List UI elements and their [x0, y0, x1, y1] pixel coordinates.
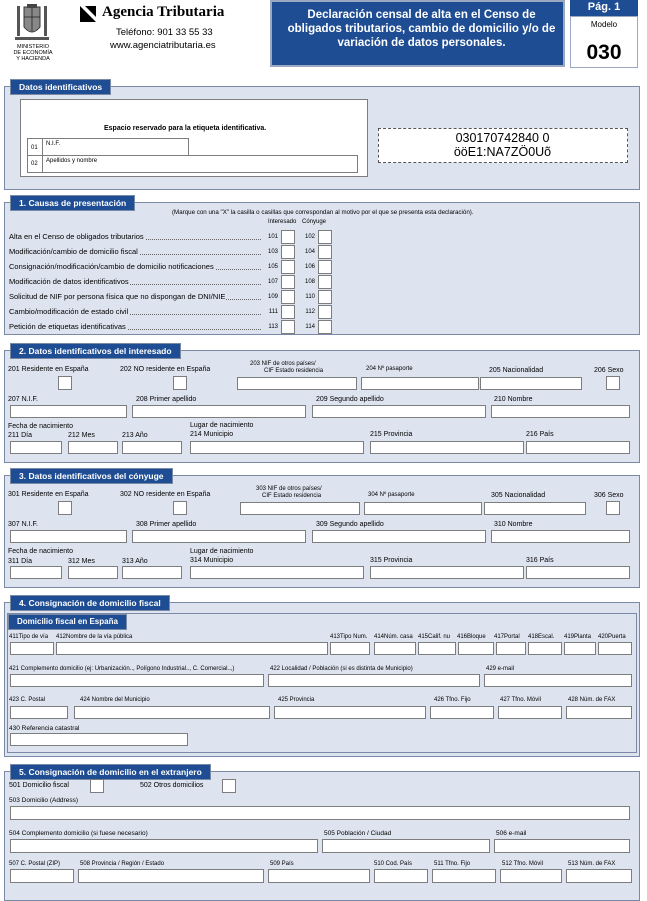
f310-label: 310 Nombre	[494, 521, 533, 528]
f418-input[interactable]	[528, 642, 562, 655]
cause-code-conyuge: 114	[305, 324, 315, 330]
f209-label: 209 Segundo apellido	[316, 396, 384, 403]
f313-label: 313 Año	[122, 558, 148, 565]
f204-label: 204 Nº pasaporte	[366, 366, 413, 372]
f308-label: 308 Primer apellido	[136, 521, 197, 528]
f427-label: 427 Tfno. Móvil	[500, 697, 541, 703]
f310-input[interactable]	[491, 530, 630, 543]
page-number: Pág. 1	[587, 1, 621, 13]
section-title-datos-identificativos: Datos identificativos	[10, 79, 111, 95]
divider	[42, 138, 43, 156]
f302-checkbox[interactable]	[173, 501, 187, 515]
cause-label: Alta en el Censo de obligados tributarios	[9, 232, 144, 241]
f420-label: 420Puerta	[598, 634, 626, 640]
col-interesado: Interesado	[268, 219, 297, 225]
f205-label: 205 Nacionalidad	[489, 367, 544, 374]
f423-input[interactable]	[10, 706, 68, 719]
f510-label: 510 Cod. País	[374, 861, 413, 867]
f511-label: 511 Tfno. Fijo	[434, 861, 471, 867]
cause-code-interesado: 107	[267, 279, 278, 285]
f421-input[interactable]	[10, 674, 264, 687]
f506-label: 506 e-mail	[496, 830, 527, 837]
f502-label: 502 Otros domicilios	[140, 782, 204, 789]
f412-label: 412Nombre de la vía pública	[56, 634, 133, 640]
coat-of-arms-icon	[14, 3, 50, 43]
f309-label: 309 Segundo apellido	[316, 521, 384, 528]
f512-input[interactable]	[500, 869, 562, 883]
section-title-conyuge: 3. Datos identificativos del cónyuge	[10, 468, 173, 484]
barcode-box	[378, 128, 628, 163]
f206-label: 206 Sexo	[594, 367, 624, 374]
f425-label: 425 Provincia	[278, 697, 315, 703]
f413-input[interactable]	[330, 642, 370, 655]
f313-input[interactable]	[122, 566, 182, 579]
cause-checkbox-interesado[interactable]	[281, 230, 295, 244]
f511-input[interactable]	[432, 869, 496, 883]
f203-input[interactable]	[237, 377, 357, 390]
f202-label: 202 NO residente en España	[120, 366, 211, 373]
f209-input[interactable]	[312, 405, 486, 418]
f312-label: 312 Mes	[68, 558, 95, 565]
f210-input[interactable]	[491, 405, 630, 418]
cause-code-interesado: 113	[268, 324, 278, 330]
cause-checkbox-conyuge[interactable]	[318, 245, 332, 259]
f501-checkbox[interactable]	[90, 779, 104, 793]
f414-label: 414Núm. casa	[374, 634, 413, 640]
f412-input[interactable]	[56, 642, 328, 655]
modelo-box	[570, 16, 638, 68]
fecha-nacimiento-label: Fecha de nacimiento	[8, 548, 73, 555]
f512-label: 512 Tfno. Móvil	[502, 861, 543, 867]
agency-logo-icon	[78, 4, 98, 24]
f309-input[interactable]	[312, 530, 486, 543]
f212-input[interactable]	[68, 441, 118, 454]
f207-input[interactable]	[10, 405, 127, 418]
cause-label: Modificación de datos identificativos	[9, 277, 129, 286]
modelo-number: 030	[586, 41, 622, 64]
agency-phone: Teléfono: 901 33 55 33	[116, 27, 213, 38]
cause-code-conyuge: 106	[304, 264, 315, 270]
cause-label: Modificación/cambio de domicilio fiscal	[9, 247, 138, 256]
f419-input[interactable]	[564, 642, 596, 655]
f422-input[interactable]	[268, 674, 480, 687]
f414-input[interactable]	[374, 642, 416, 655]
f213-label: 213 Año	[122, 432, 148, 439]
f426-input[interactable]	[430, 706, 494, 719]
f314-label: 314 Municipio	[190, 557, 234, 564]
divider	[42, 155, 43, 173]
f505-label: 505 Población / Ciudad	[324, 830, 392, 837]
section-title-causas: 1. Causas de presentación	[10, 195, 135, 211]
f207-label: 207 N.I.F.	[8, 396, 38, 403]
f305-input[interactable]	[484, 502, 586, 515]
f506-input[interactable]	[494, 839, 630, 853]
nif-caption: N.I.F.	[46, 141, 61, 147]
cause-checkbox-conyuge[interactable]	[318, 290, 332, 304]
cause-code-interesado: 105	[267, 264, 278, 270]
f411-input[interactable]	[10, 642, 54, 655]
f513-input[interactable]	[566, 869, 632, 883]
section-title-domicilio-fiscal: 4. Consignación de domicilio fiscal	[10, 595, 170, 611]
section-title-interesado: 2. Datos identificativos del interesado	[10, 343, 181, 359]
f411-label: 411Tipo de vía	[9, 634, 49, 640]
ministry-line-1: MINISTERIO	[16, 44, 50, 50]
cause-checkbox-interesado[interactable]	[281, 320, 295, 334]
f211-label: 211 Día	[8, 432, 32, 439]
f415-input[interactable]	[418, 642, 456, 655]
f427-input[interactable]	[498, 706, 562, 719]
f504-label: 504 Complemento domicilio (si fuese necesario)	[9, 830, 148, 837]
f306-checkbox[interactable]	[606, 501, 620, 515]
cause-checkbox-conyuge[interactable]	[318, 320, 332, 334]
f303-input[interactable]	[240, 502, 360, 515]
causas-instruction: (Marque con una "X" la casilla o casillas que correspondan al motivo por el que se presenta esta declaración).	[172, 209, 474, 216]
subtitle-domicilio-espana: Domicilio fiscal en España	[8, 614, 127, 630]
form-title-banner	[270, 0, 565, 67]
section-title-domicilio-extranjero: 5. Consignación de domicilio en el extranjero	[10, 764, 211, 780]
f424-label: 424 Nombre del Municipio	[80, 697, 150, 703]
barcode-line-2: ööE1:NA7ZÖ0Uõ	[453, 145, 552, 159]
f413-label: 413Tipo Num.	[330, 634, 368, 640]
f201-checkbox[interactable]	[58, 376, 72, 390]
f307-input[interactable]	[10, 530, 127, 543]
f513-label: 513 Núm. de FAX	[568, 861, 616, 867]
cause-label: Consignación/modificación/cambio de domicilio notificaciones	[9, 262, 214, 271]
f502-checkbox[interactable]	[222, 779, 236, 793]
f429-label: 429 e-mail	[486, 666, 515, 672]
f311-label: 311 Día	[8, 558, 32, 565]
lugar-nacimiento-label: Lugar de nacimiento	[190, 422, 254, 429]
f316-label: 316 País	[526, 557, 554, 564]
ministry-line-2: DE ECONOMÍA	[13, 50, 53, 56]
label-reserved-text: Espacio reservado para la etiqueta identificativa.	[104, 125, 267, 132]
col-conyuge: Cónyuge	[302, 219, 327, 225]
f507-label: 507 C. Postal (ZIP)	[9, 861, 61, 867]
code-01: 01	[31, 145, 38, 151]
f430-label: 430 Referencia catastral	[9, 725, 80, 732]
cause-label: Solicitud de NIF por persona física que no dispongan de DNI/NIE	[9, 292, 226, 301]
f315-input[interactable]	[370, 566, 524, 579]
f428-label: 428 Núm. de FAX	[568, 697, 616, 703]
f415-label: 415Calif. nu	[418, 634, 451, 640]
f305-label: 305 Nacionalidad	[491, 492, 546, 499]
lugar-nacimiento-label: Lugar de nacimiento	[190, 548, 254, 555]
f510-input[interactable]	[374, 869, 428, 883]
cause-code-interesado: 109	[267, 294, 278, 300]
f421-label: 421 Complemento domicilio (ej: Urbanización.., Polígono Industrial.., C. Comercial..,)	[9, 666, 235, 672]
f206-checkbox[interactable]	[606, 376, 620, 390]
f316-input[interactable]	[526, 566, 630, 579]
ministry-line-3: Y HACIENDA	[16, 56, 50, 62]
f307-label: 307 N.I.F.	[8, 521, 38, 528]
f504-input[interactable]	[10, 839, 318, 853]
cause-checkbox-interesado[interactable]	[281, 290, 295, 304]
cause-code-interesado: 111	[268, 309, 278, 315]
f428-input[interactable]	[566, 706, 632, 719]
f416-label: 416Bloque	[457, 634, 486, 640]
f203-label-1: 203 NIF de otros países/	[250, 361, 316, 367]
f204-input[interactable]	[361, 377, 479, 390]
f509-input[interactable]	[268, 869, 370, 883]
cause-code-conyuge: 110	[305, 294, 315, 300]
f417-input[interactable]	[496, 642, 526, 655]
f314-input[interactable]	[190, 566, 364, 579]
agency-name: Agencia Tributaria	[102, 4, 225, 20]
cause-code-interesado: 101	[267, 234, 278, 240]
f301-label: 301 Residente en España	[8, 491, 89, 498]
ministry-name	[4, 44, 62, 62]
cause-checkbox-conyuge[interactable]	[318, 230, 332, 244]
f508-input[interactable]	[78, 869, 264, 883]
f430-input[interactable]	[10, 733, 188, 746]
f423-label: 423 C. Postal	[9, 697, 46, 703]
f418-label: 418Escal.	[528, 634, 555, 640]
barcode-line-1: 030170742840 0	[455, 131, 550, 145]
modelo-label: Modelo	[590, 20, 618, 29]
cause-code-interesado: 103	[267, 249, 278, 255]
f216-input[interactable]	[526, 441, 630, 454]
f422-label: 422 Localidad / Población (si es distinta de Municipio)	[270, 666, 413, 672]
cause-checkbox-interesado[interactable]	[281, 275, 295, 289]
f304-label: 304 Nº pasaporte	[368, 492, 415, 498]
f501-label: 501 Domicilio fiscal	[9, 782, 69, 789]
f304-input[interactable]	[364, 502, 482, 515]
f303-label-1: 303 NIF de otros países/	[256, 486, 322, 492]
f425-input[interactable]	[274, 706, 426, 719]
f308-input[interactable]	[132, 530, 306, 543]
cause-checkbox-interesado[interactable]	[281, 245, 295, 259]
f215-input[interactable]	[370, 441, 524, 454]
f210-label: 210 Nombre	[494, 396, 533, 403]
f201-label: 201 Residente en España	[8, 366, 89, 373]
f215-label: 215 Provincia	[370, 431, 413, 438]
agency-website: www.agenciatributaria.es	[110, 40, 216, 51]
f426-label: 426 Tfno. Fijo	[434, 697, 471, 703]
f312-input[interactable]	[68, 566, 118, 579]
cause-code-conyuge: 102	[304, 234, 315, 240]
f306-label: 306 Sexo	[594, 492, 624, 499]
f203-label-2: CIF Estado residencia	[264, 368, 324, 374]
cause-checkbox-conyuge[interactable]	[318, 275, 332, 289]
f419-label: 419Planta	[564, 634, 592, 640]
f212-label: 212 Mes	[68, 432, 95, 439]
f216-label: 216 País	[526, 431, 554, 438]
f303-label-2: CIF Estado residencia	[262, 493, 322, 499]
cause-code-conyuge: 108	[304, 279, 315, 285]
f213-input[interactable]	[122, 441, 182, 454]
f507-input[interactable]	[10, 869, 74, 883]
f417-label: 417Portal	[494, 634, 520, 640]
f315-label: 315 Provincia	[370, 557, 413, 564]
cause-checkbox-interesado[interactable]	[281, 260, 295, 274]
cause-label: Cambio/modificación de estado civil	[9, 307, 129, 316]
f424-input[interactable]	[74, 706, 270, 719]
f311-input[interactable]	[10, 566, 62, 579]
f302-label: 302 NO residente en España	[120, 491, 211, 498]
page-number-box	[570, 0, 638, 16]
f420-input[interactable]	[598, 642, 632, 655]
f508-label: 508 Provincia / Región / Estado	[80, 861, 165, 867]
f503-input[interactable]	[10, 806, 630, 820]
cause-code-conyuge: 112	[305, 309, 315, 315]
f301-checkbox[interactable]	[58, 501, 72, 515]
code-02: 02	[31, 161, 38, 167]
f503-label: 503 Domicilio (Address)	[9, 797, 78, 804]
f202-checkbox[interactable]	[173, 376, 187, 390]
f214-input[interactable]	[190, 441, 364, 454]
f509-label: 509 País	[270, 861, 294, 867]
cause-checkbox-interesado[interactable]	[281, 305, 295, 319]
f416-input[interactable]	[458, 642, 494, 655]
cause-checkbox-conyuge[interactable]	[318, 305, 332, 319]
f429-input[interactable]	[484, 674, 632, 687]
cause-checkbox-conyuge[interactable]	[318, 260, 332, 274]
f205-input[interactable]	[480, 377, 582, 390]
f211-input[interactable]	[10, 441, 62, 454]
f214-label: 214 Municipio	[190, 431, 234, 438]
cause-code-conyuge: 104	[304, 249, 315, 255]
form-title: Declaración censal de alta en el Censo de obligados tributarios, cambio de domicilio y/o de variación de datos personales.	[287, 9, 556, 49]
f505-input[interactable]	[322, 839, 490, 853]
fecha-nacimiento-label: Fecha de nacimiento	[8, 423, 73, 430]
apellidos-caption: Apellidos y nombre	[46, 158, 98, 164]
f208-input[interactable]	[132, 405, 306, 418]
f208-label: 208 Primer apellido	[136, 396, 197, 403]
cause-label: Petición de etiquetas identificativas	[9, 322, 126, 331]
